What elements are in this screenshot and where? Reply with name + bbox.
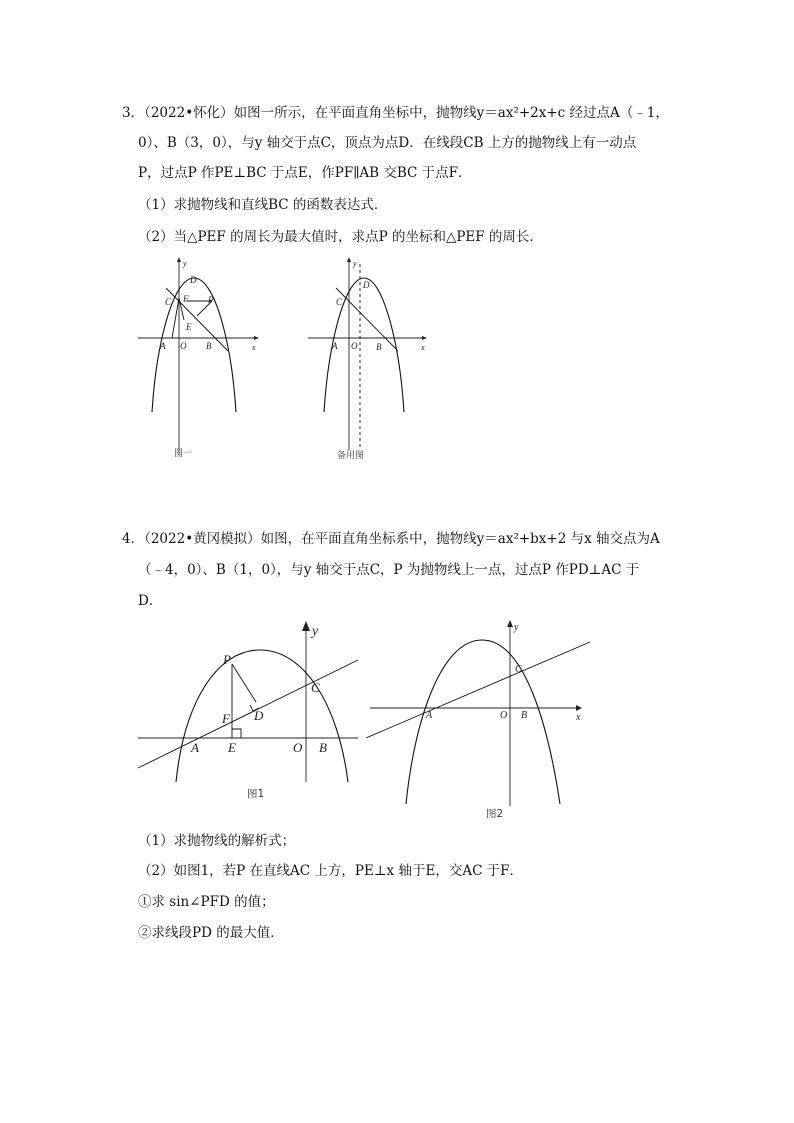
label-o: O	[351, 341, 358, 351]
label-a: A	[160, 341, 166, 351]
p3-figure-2	[308, 254, 438, 454]
p3-line-2: 0）、B（3，0），与y 轴交于点C，顶点为点D．在线段CB 上方的抛物线上有一动点	[138, 135, 637, 151]
label-e: E	[186, 322, 192, 332]
y-axis-arrow-icon	[507, 620, 513, 627]
label-o: O	[293, 740, 303, 755]
p4-figure-2-caption: 图2	[486, 808, 504, 820]
x-axis-arrow-icon	[576, 705, 582, 711]
label-a: A	[426, 710, 433, 721]
label-y: y	[183, 259, 187, 268]
label-c: C	[515, 664, 522, 675]
segment-pd	[232, 664, 256, 702]
label-x: x	[252, 343, 256, 352]
y-axis-arrow-icon	[302, 621, 310, 631]
label-c: C	[165, 297, 172, 307]
label-d: D	[363, 280, 370, 290]
label-d: D	[190, 275, 197, 285]
label-b: B	[206, 341, 212, 351]
label-p: P	[208, 295, 214, 305]
line-bc	[336, 288, 398, 351]
label-a: A	[191, 740, 199, 755]
label-y: y	[353, 259, 357, 268]
label-o: O	[180, 341, 187, 351]
label-o: O	[500, 710, 508, 721]
label-a: A	[332, 341, 338, 351]
label-b: B	[319, 740, 327, 755]
p4-line-2: （﹣4，0）、B（1，0），与y 轴交于点C，P 为抛物线上一点，过点P 作PD⊥AC 于	[138, 562, 640, 578]
right-angle-e-icon	[232, 729, 241, 738]
p4-figure-2	[364, 616, 594, 816]
p3-line-1: 3．（2022•怀化）如图一所示，在平面直角坐标中，抛物线y＝ax²+2x+c 经过点A（﹣1，	[122, 105, 669, 121]
p4-figure-1-caption: 图1	[247, 788, 265, 800]
label-c: C	[311, 680, 320, 695]
p4-figure-1	[136, 616, 366, 796]
y-axis-arrow-icon	[347, 257, 351, 262]
label-f: F	[222, 711, 230, 726]
label-x: x	[421, 343, 425, 352]
label-x: x	[576, 712, 581, 723]
label-b: B	[376, 342, 382, 352]
p4-line-1: 4．（2022•黄冈模拟）如图，在平面直角坐标系中，抛物线y＝ax²+bx+2 与x 轴交点为A	[122, 531, 660, 547]
p3-figure-1-caption: 图一	[174, 449, 193, 459]
y-axis-arrow-icon	[177, 257, 181, 262]
p4-subquestion-2: ②求线段PD 的最大值．	[138, 925, 284, 941]
p3-line-3: P，过点P 作PE⊥BC 于点E，作PF∥AB 交BC 于点F．	[138, 165, 472, 181]
x-axis-arrow-icon	[422, 336, 427, 340]
label-f: F	[183, 294, 189, 304]
line-ac	[366, 642, 590, 738]
p4-question-2: （2）如图1，若P 在直线AC 上方，PE⊥x 轴于E，交AC 于F．	[138, 863, 524, 879]
label-c: C	[336, 297, 343, 307]
p4-question-1: （1）求抛物线的解析式；	[138, 833, 296, 849]
label-e: E	[228, 740, 236, 755]
p3-figure-1	[138, 254, 268, 454]
label-y: y	[514, 622, 519, 633]
label-y: y	[312, 624, 319, 639]
p4-line-3: D．	[138, 593, 163, 609]
label-b: B	[521, 710, 528, 721]
p3-question-2: （2）当△PEF 的周长为最大值时，求点P 的坐标和△PEF 的周长．	[138, 229, 543, 245]
p3-question-1: （1）求抛物线和直线BC 的函数表达式．	[138, 197, 388, 213]
p4-subquestion-1: ①求 sin∠PFD 的值；	[138, 894, 275, 910]
segment-ac	[172, 298, 179, 338]
label-d: D	[254, 708, 264, 723]
p3-figure-2-caption: 备用图	[337, 451, 365, 461]
label-p: P	[223, 652, 231, 667]
x-axis-arrow-icon	[254, 336, 259, 340]
